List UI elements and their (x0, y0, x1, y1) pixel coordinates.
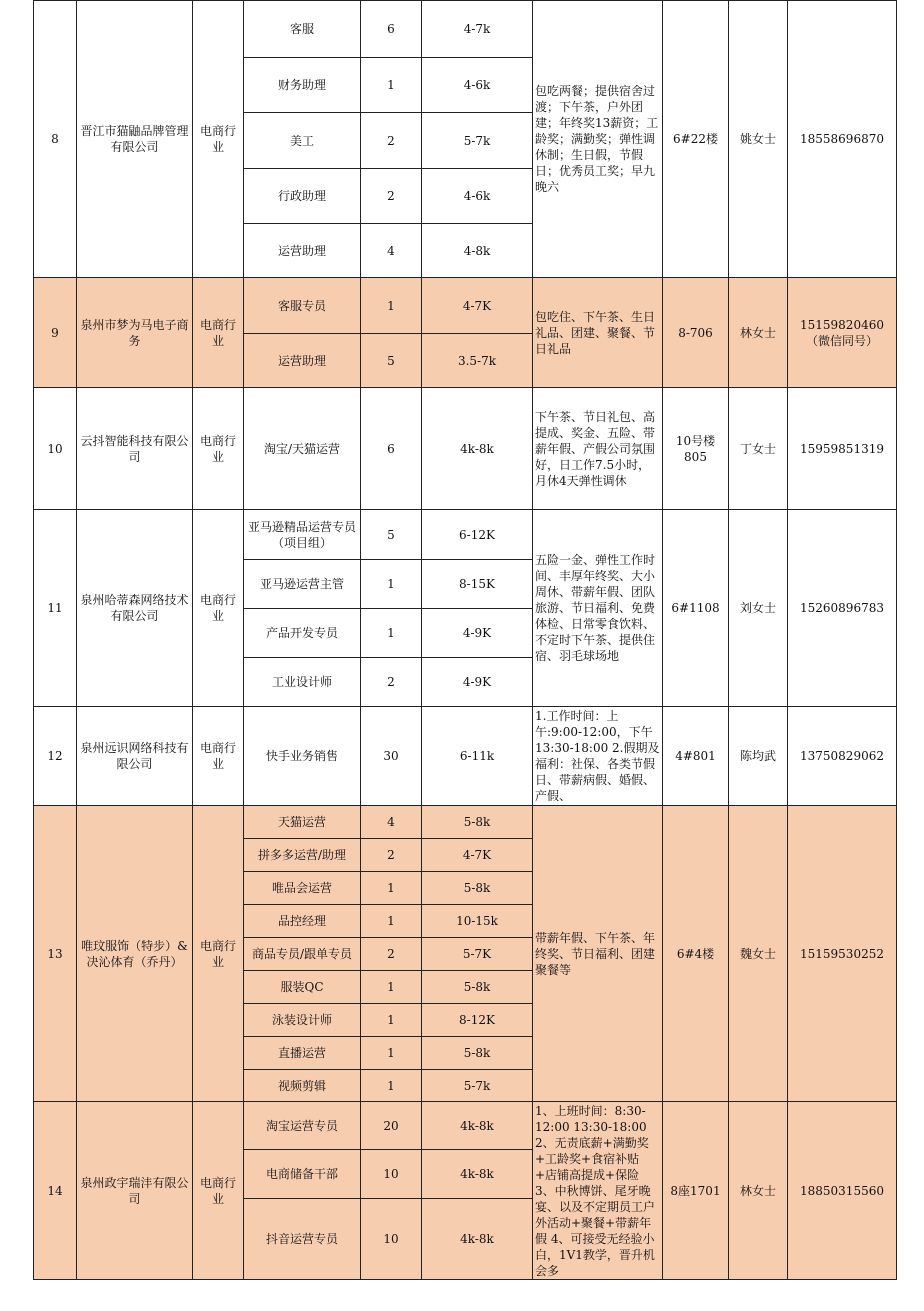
position-title: 客服 (244, 1, 361, 58)
position-title: 天猫运营 (244, 806, 361, 839)
position-salary: 5-8k (422, 806, 533, 839)
row-number: 11 (34, 510, 77, 707)
position-count: 1 (361, 560, 422, 609)
position-salary: 5-7K (422, 938, 533, 971)
phone: 18850315560 (788, 1102, 897, 1280)
address: 8-706 (663, 278, 729, 388)
position-title: 亚马逊运营主管 (244, 560, 361, 609)
position-salary: 5-7k (422, 113, 533, 169)
position-count: 1 (361, 905, 422, 938)
company-name: 泉州政宇瑞沣有限公司 (77, 1102, 193, 1280)
position-title: 客服专员 (244, 278, 361, 334)
welfare: 带薪年假、下午茶、年终奖、节日福利、团建聚餐等 (533, 806, 663, 1102)
position-salary: 4-9K (422, 658, 533, 707)
position-title: 抖音运营专员 (244, 1199, 361, 1280)
position-salary: 10-15k (422, 905, 533, 938)
position-salary: 5-8k (422, 971, 533, 1004)
welfare: 五险一金、弹性工作时间、丰厚年终奖、大小周休、带薪年假、团队旅游、节日福利、免费体检、日常零食饮料、不定时下午茶、提供住宿、羽毛球场地 (533, 510, 663, 707)
position-title: 产品开发专员 (244, 609, 361, 658)
table-row (34, 278, 897, 334)
position-salary: 4-9K (422, 609, 533, 658)
industry: 电商行业 (193, 278, 244, 388)
position-count: 1 (361, 58, 422, 113)
welfare: 包吃住、下午茶、生日礼品、团建、聚餐、节日礼品 (533, 278, 663, 388)
table-row (34, 510, 897, 560)
position-count: 2 (361, 938, 422, 971)
position-title: 服装QC (244, 971, 361, 1004)
address: 6#1108 (663, 510, 729, 707)
industry: 电商行业 (193, 707, 244, 806)
position-salary: 4k-8k (422, 388, 533, 510)
position-title: 淘宝/天猫运营 (244, 388, 361, 510)
phone: 15159820460（微信同号） (788, 278, 897, 388)
position-title: 行政助理 (244, 169, 361, 224)
position-title: 淘宝运营专员 (244, 1102, 361, 1150)
welfare: 包吃两餐；提供宿舍过渡；下午茶，户外团建；年终奖13薪资；工龄奖；满勤奖；弹性调休制；生日假，节假日；优秀员工奖；早九晚六 (533, 1, 663, 278)
contact-person: 姚女士 (729, 1, 788, 278)
position-count: 1 (361, 609, 422, 658)
position-salary: 4-8k (422, 224, 533, 278)
contact-person: 丁女士 (729, 388, 788, 510)
position-salary: 4k-8k (422, 1199, 533, 1280)
phone: 18558696870 (788, 1, 897, 278)
position-title: 电商储备干部 (244, 1150, 361, 1199)
position-count: 1 (361, 278, 422, 334)
company-name: 云抖智能科技有限公司 (77, 388, 193, 510)
welfare: 下午茶、节日礼包、高提成、奖金、五险、带薪年假、产假公司氛围好，日工作7.5小时，月休4天弹性调休 (533, 388, 663, 510)
position-title: 运营助理 (244, 224, 361, 278)
contact-person: 魏女士 (729, 806, 788, 1102)
position-count: 6 (361, 388, 422, 510)
company-name: 唯玟服饰（特步）& 决沁体育（乔丹） (77, 806, 193, 1102)
position-salary: 4k-8k (422, 1150, 533, 1199)
table-body (34, 1, 897, 1280)
row-number: 8 (34, 1, 77, 278)
position-salary: 3.5-7k (422, 334, 533, 388)
position-salary: 8-15K (422, 560, 533, 609)
position-title: 品控经理 (244, 905, 361, 938)
table-row (34, 1102, 897, 1150)
position-title: 工业设计师 (244, 658, 361, 707)
position-title: 运营助理 (244, 334, 361, 388)
position-count: 1 (361, 971, 422, 1004)
position-title: 快手业务销售 (244, 707, 361, 806)
position-title: 亚马逊精品运营专员（项目组） (244, 510, 361, 560)
row-number: 12 (34, 707, 77, 806)
industry: 电商行业 (193, 510, 244, 707)
position-salary: 4-7K (422, 278, 533, 334)
phone: 15260896783 (788, 510, 897, 707)
industry: 电商行业 (193, 388, 244, 510)
address: 10号楼805 (663, 388, 729, 510)
table-row (34, 707, 897, 806)
row-number: 14 (34, 1102, 77, 1280)
position-title: 直播运营 (244, 1037, 361, 1070)
industry: 电商行业 (193, 806, 244, 1102)
row-number: 13 (34, 806, 77, 1102)
position-count: 2 (361, 169, 422, 224)
row-number: 10 (34, 388, 77, 510)
position-salary: 6-12K (422, 510, 533, 560)
position-count: 10 (361, 1150, 422, 1199)
welfare: 1.工作时间：上午:9:00-12:00，下午13:30-18:00 2.假期及福利：社保、各类节假日、带薪病假、婚假、产假、 (533, 707, 663, 806)
industry: 电商行业 (193, 1, 244, 278)
position-title: 商品专员/跟单专员 (244, 938, 361, 971)
position-count: 5 (361, 334, 422, 388)
position-count: 1 (361, 1070, 422, 1102)
position-count: 1 (361, 1004, 422, 1037)
company-name: 泉州市梦为马电子商务 (77, 278, 193, 388)
position-title: 美工 (244, 113, 361, 169)
position-count: 20 (361, 1102, 422, 1150)
position-salary: 5-8k (422, 872, 533, 905)
contact-person: 林女士 (729, 278, 788, 388)
position-count: 2 (361, 113, 422, 169)
table-row (34, 806, 897, 839)
company-name: 泉州远识网络科技有限公司 (77, 707, 193, 806)
recruitment-table (33, 0, 897, 1280)
position-title: 视频剪辑 (244, 1070, 361, 1102)
welfare: 1、上班时间：8:30-12:00 13:30-18:00 2、无责底薪+满勤奖+工龄奖+食宿补贴+店铺高提成+保险 3、中秋博饼、尾牙晚宴、以及不定期员工户外活动+聚餐+带薪年假 4、可接受无经验小白，1V1教学，晋升机会多 (533, 1102, 663, 1280)
address: 6#4楼 (663, 806, 729, 1102)
position-salary: 5-7k (422, 1070, 533, 1102)
table-row (34, 388, 897, 510)
position-salary: 6-11k (422, 707, 533, 806)
position-count: 1 (361, 1037, 422, 1070)
position-title: 泳装设计师 (244, 1004, 361, 1037)
position-salary: 4-6k (422, 58, 533, 113)
position-count: 2 (361, 839, 422, 872)
position-salary: 8-12K (422, 1004, 533, 1037)
contact-person: 陈均武 (729, 707, 788, 806)
address: 4#801 (663, 707, 729, 806)
contact-person: 刘女士 (729, 510, 788, 707)
company-name: 泉州哈蒂森网络技术有限公司 (77, 510, 193, 707)
position-title: 财务助理 (244, 58, 361, 113)
position-count: 4 (361, 806, 422, 839)
position-title: 唯品会运营 (244, 872, 361, 905)
position-salary: 4-6k (422, 169, 533, 224)
position-count: 2 (361, 658, 422, 707)
position-count: 6 (361, 1, 422, 58)
table-row (34, 1, 897, 58)
position-salary: 4-7K (422, 839, 533, 872)
position-count: 10 (361, 1199, 422, 1280)
company-name: 晋江市猫鼬品牌管理有限公司 (77, 1, 193, 278)
phone: 15159530252 (788, 806, 897, 1102)
address: 6#22楼 (663, 1, 729, 278)
address: 8座1701 (663, 1102, 729, 1280)
industry: 电商行业 (193, 1102, 244, 1280)
phone: 13750829062 (788, 707, 897, 806)
position-title: 拼多多运营/助理 (244, 839, 361, 872)
position-salary: 5-8k (422, 1037, 533, 1070)
position-count: 5 (361, 510, 422, 560)
phone: 15959851319 (788, 388, 897, 510)
contact-person: 林女士 (729, 1102, 788, 1280)
position-count: 4 (361, 224, 422, 278)
position-count: 30 (361, 707, 422, 806)
position-salary: 4k-8k (422, 1102, 533, 1150)
position-salary: 4-7k (422, 1, 533, 58)
row-number: 9 (34, 278, 77, 388)
position-count: 1 (361, 872, 422, 905)
